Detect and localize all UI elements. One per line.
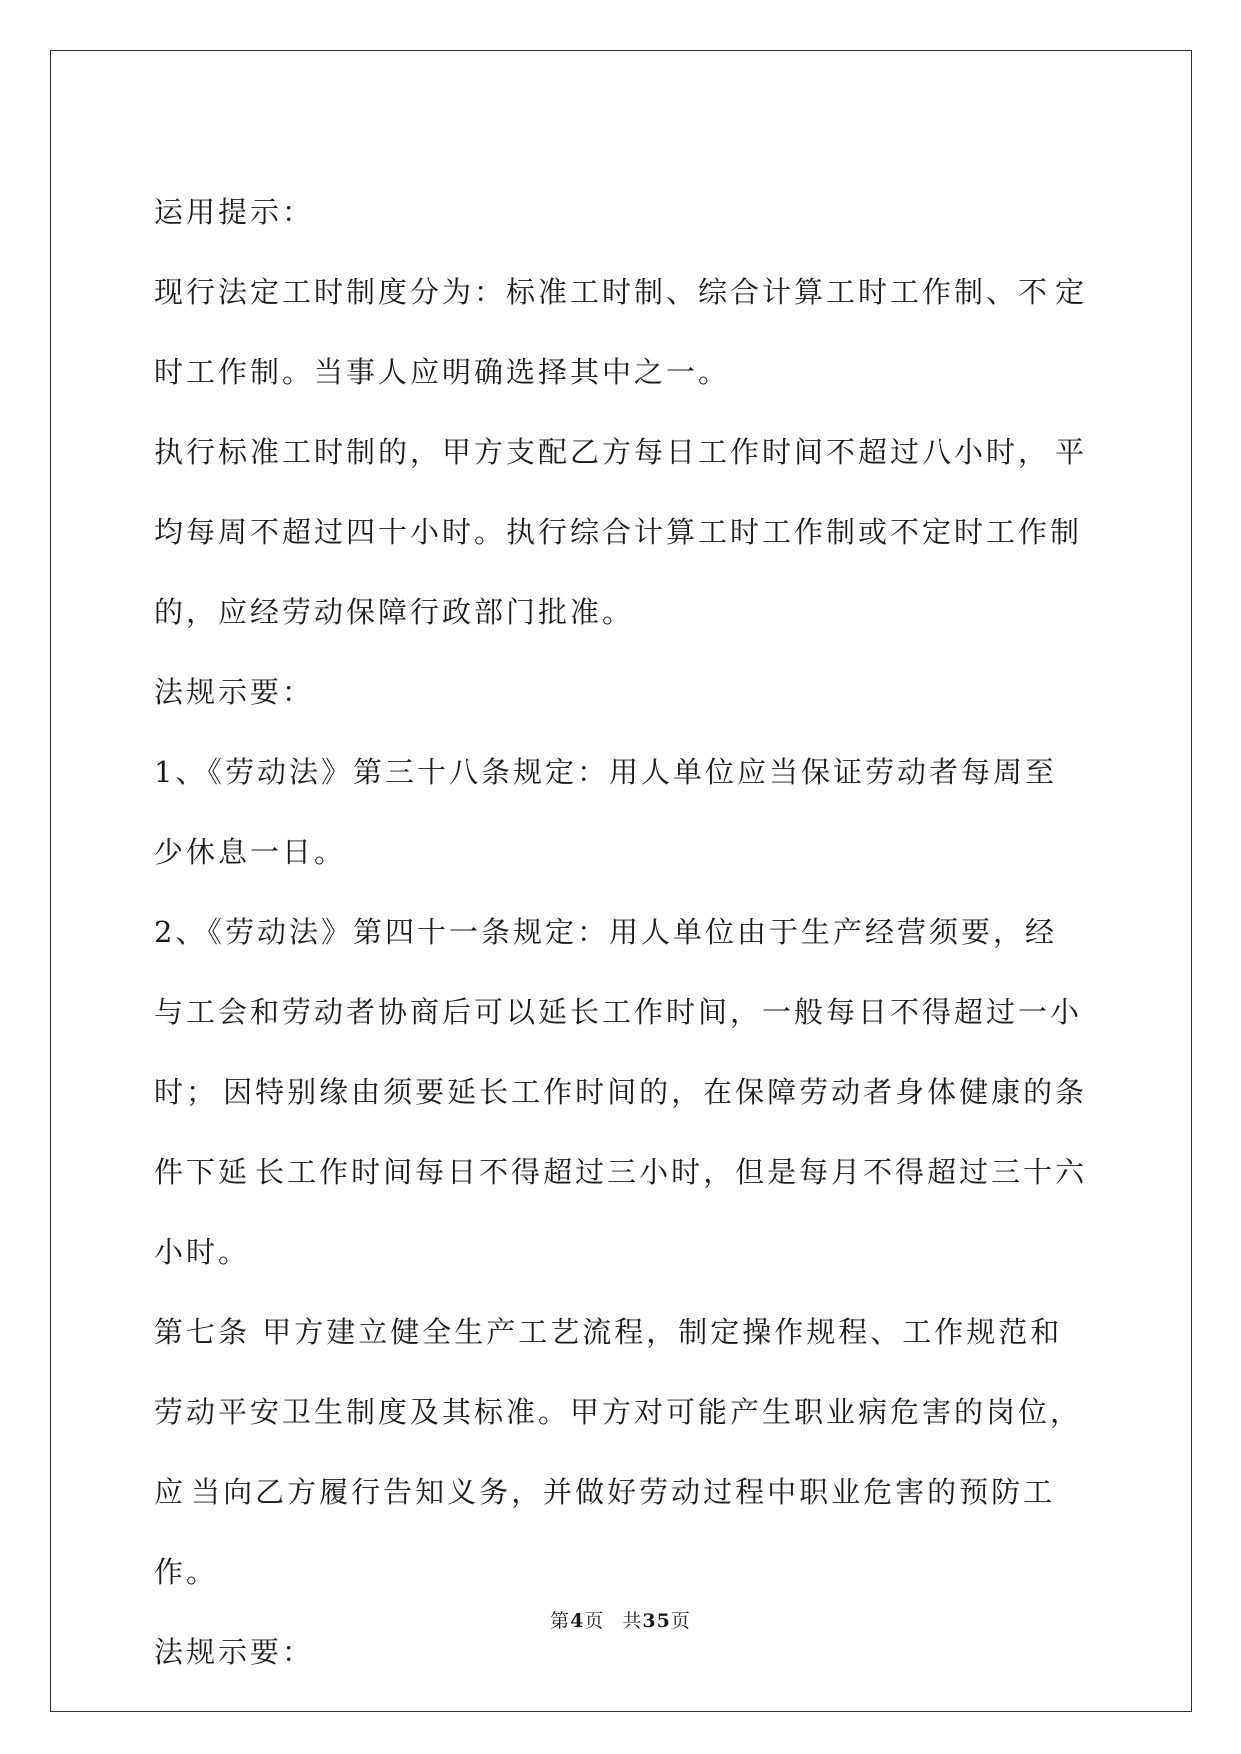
text-line: 第七条 甲方建立健全生产工艺流程，制定操作规程、工作规范和 [154, 1315, 1063, 1349]
text-line: 法规示要： [154, 1635, 315, 1669]
text-line: 法规示要： [154, 675, 315, 709]
text-line: 因特别缘由须要延长工作时间的，在保障劳动者身体健康的条件下延 [154, 1075, 1088, 1189]
text-line: 平均每周不超过四十小时。执行综合计算工时工作制或不定时工作制 [154, 435, 1088, 549]
document-body [154, 172, 1094, 1692]
current-page-number: 4 [570, 1610, 585, 1632]
text-line: 现行法定工时制度分为：标准工时制、综合计算工时工作制、不 [154, 275, 1051, 309]
text-line: 少休息一日。 [154, 835, 347, 869]
text-line: 运用提示： [154, 195, 315, 229]
text-line: 的，应经劳动保障行政部门批准。 [154, 595, 635, 629]
paragraph-regulation-heading-1 [154, 652, 1094, 732]
text-line: 定时工作制。当事人应明确选择其中之一。 [154, 275, 1088, 389]
text-line: 劳动平安卫生制度及其标准。甲方对可能产生职业病危害的岗位，应 [154, 1395, 1083, 1509]
text-line: 当向乙方履行告知义务，并做好劳动过程中职业危害的预防工作。 [154, 1475, 1056, 1589]
total-page-count: 35 [642, 1610, 671, 1632]
paragraph-article-7 [154, 1292, 1094, 1612]
paragraph-labor-law-article-38 [154, 732, 1094, 892]
paragraph-labor-law-article-41 [154, 892, 1094, 1292]
footer-page-suffix: 页 [584, 1610, 605, 1632]
paragraph-usage-tip-heading [154, 172, 1094, 252]
text-line: 执行标准工时制的，甲方支配乙方每日工作时间不超过八小时， [154, 435, 1051, 469]
footer-prefix: 第 [550, 1610, 571, 1632]
footer-total-suffix: 页 [670, 1610, 691, 1632]
text-line: 长工作时间每日不得超过三小时，但是每月不得超过三十六小时。 [154, 1155, 1088, 1269]
text-line: 1、《劳动法》第三十八条规定：用人单位应当保证劳动者每周至 [154, 755, 1057, 789]
page-footer [0, 1606, 1241, 1633]
footer-total-prefix: 共 [622, 1610, 643, 1632]
paragraph-working-hours-system [154, 252, 1094, 412]
paragraph-standard-hours [154, 412, 1094, 652]
text-line: 2、《劳动法》第四十一条规定：用人单位由于生产经营须要，经 [154, 915, 1057, 949]
text-line: 与工会和劳动者协商后可以延长工作时间，一般每日不得超过一小时； [154, 995, 1083, 1109]
